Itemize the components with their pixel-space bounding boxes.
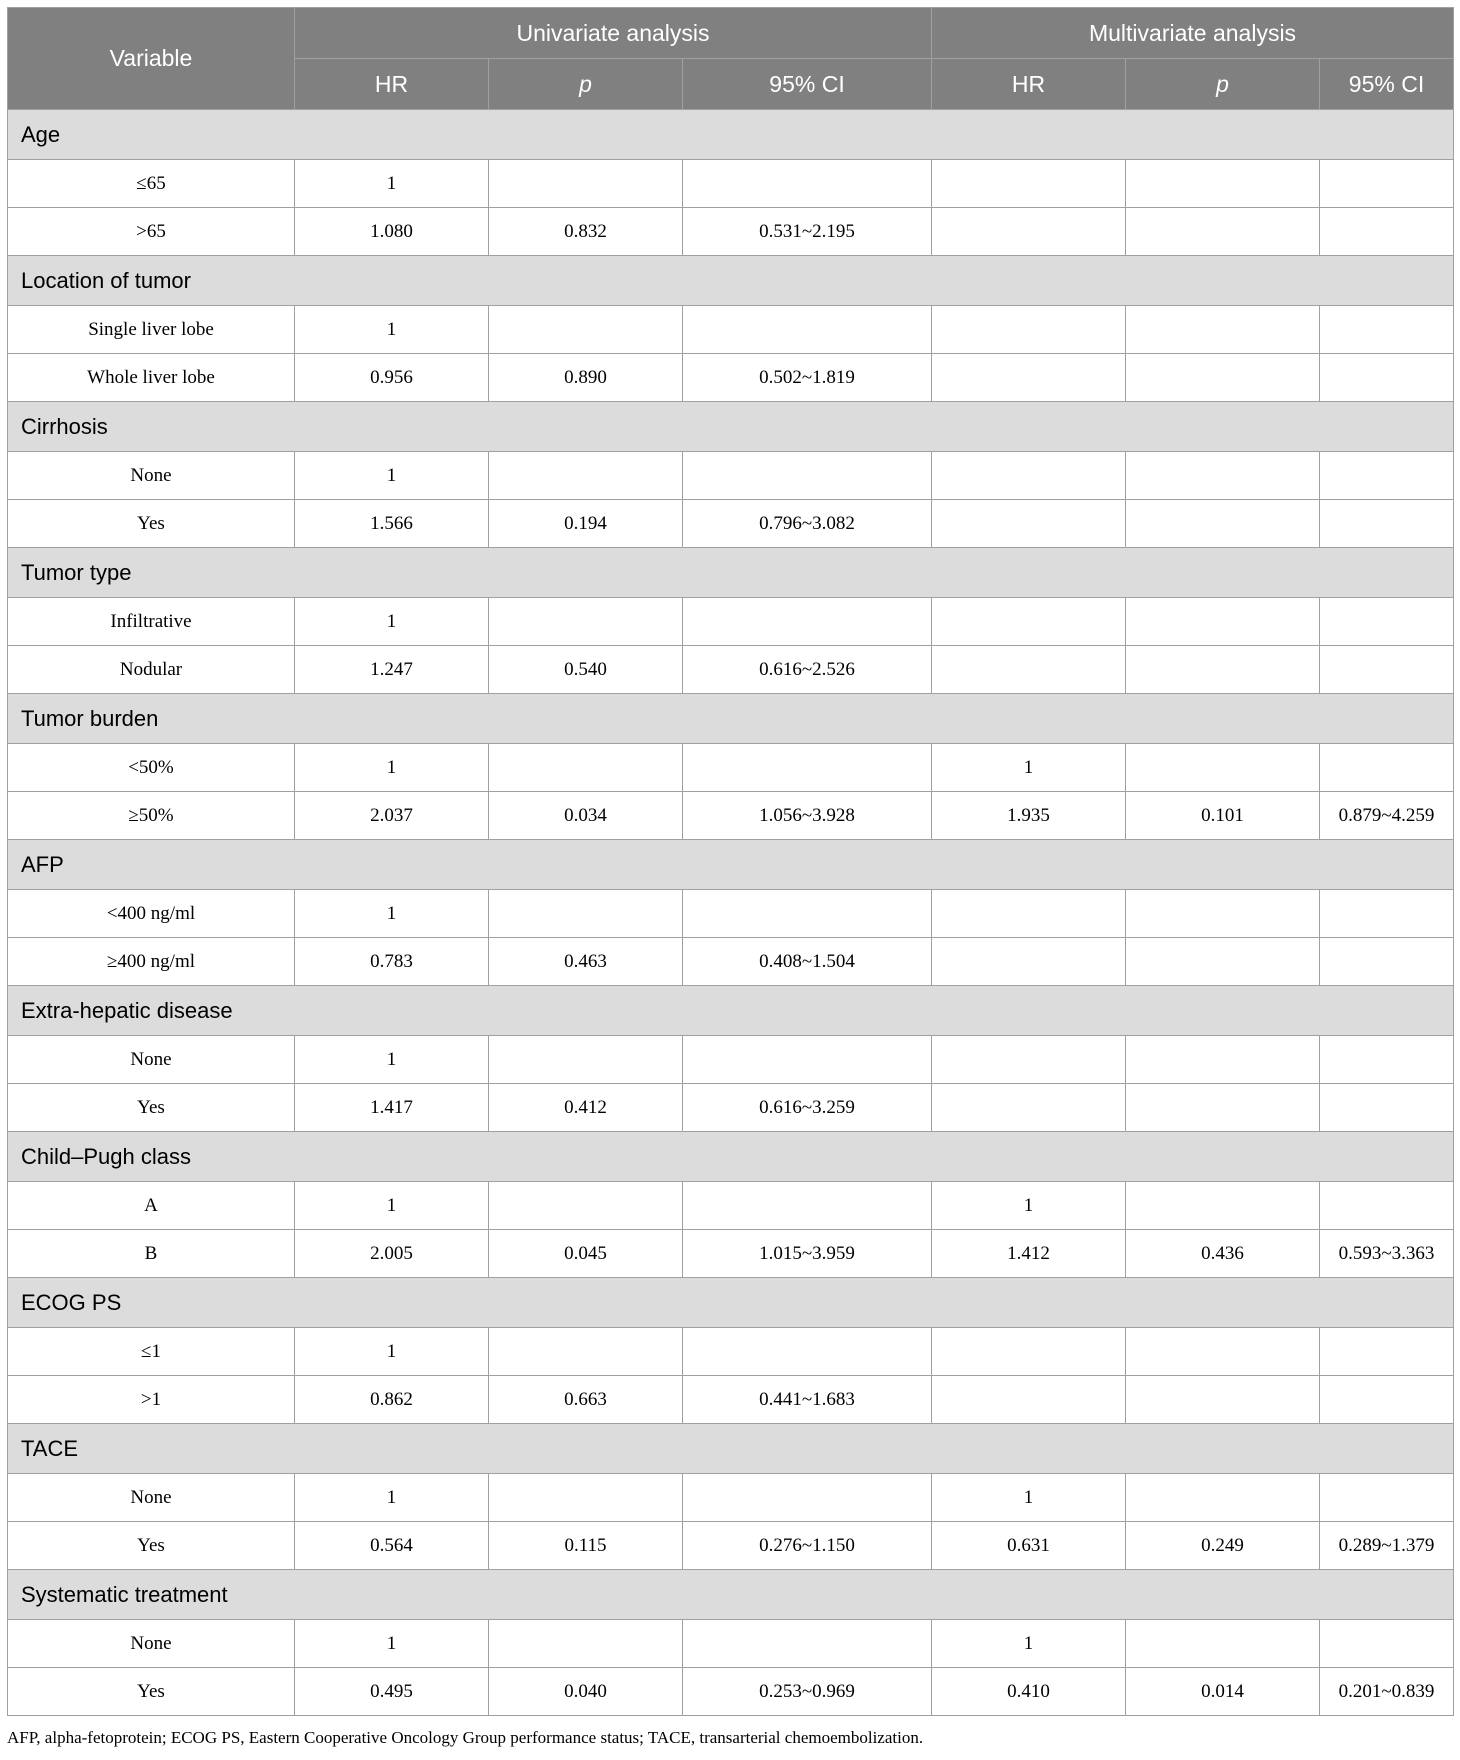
group-header-row	[8, 1570, 1454, 1620]
table-row	[8, 306, 1454, 354]
multi-hr-cell	[932, 890, 1126, 938]
hazard-ratio-table	[7, 7, 1454, 1716]
uni-ci-cell	[683, 160, 932, 208]
table-row	[8, 598, 1454, 646]
table-row	[8, 1084, 1454, 1132]
row-label: ≥50%	[8, 792, 295, 840]
header-uni-hr: HR	[295, 59, 489, 110]
row-label: B	[8, 1230, 295, 1278]
uni-p-cell: 0.194	[489, 500, 683, 548]
group-header-row	[8, 402, 1454, 452]
multi-p-cell	[1126, 646, 1320, 694]
multi-ci-cell	[1320, 1084, 1454, 1132]
group-label: Tumor type	[8, 548, 1454, 598]
uni-hr-cell: 0.783	[295, 938, 489, 986]
uni-ci-cell	[683, 1474, 932, 1522]
multi-ci-cell	[1320, 744, 1454, 792]
multi-hr-cell	[932, 1376, 1126, 1424]
uni-hr-cell: 0.495	[295, 1668, 489, 1716]
uni-p-cell	[489, 890, 683, 938]
multi-hr-cell: 1	[932, 744, 1126, 792]
multi-hr-cell	[932, 938, 1126, 986]
group-header-row	[8, 548, 1454, 598]
uni-p-cell: 0.890	[489, 354, 683, 402]
uni-p-cell	[489, 1036, 683, 1084]
multi-ci-cell	[1320, 1620, 1454, 1668]
uni-p-cell	[489, 306, 683, 354]
multi-hr-cell: 1.412	[932, 1230, 1126, 1278]
uni-hr-cell: 1	[295, 744, 489, 792]
row-label: Nodular	[8, 646, 295, 694]
header-multi-p: p	[1126, 59, 1320, 110]
table-row	[8, 1230, 1454, 1278]
table-row	[8, 452, 1454, 500]
row-label: None	[8, 1620, 295, 1668]
uni-ci-cell	[683, 306, 932, 354]
uni-hr-cell: 0.564	[295, 1522, 489, 1570]
uni-ci-cell	[683, 890, 932, 938]
group-label: Child–Pugh class	[8, 1132, 1454, 1182]
uni-hr-cell: 1.080	[295, 208, 489, 256]
multi-ci-cell	[1320, 500, 1454, 548]
uni-p-cell	[489, 1182, 683, 1230]
multi-p-cell	[1126, 452, 1320, 500]
multi-ci-cell	[1320, 890, 1454, 938]
multi-hr-cell	[932, 208, 1126, 256]
uni-p-cell	[489, 1328, 683, 1376]
uni-hr-cell: 1	[295, 598, 489, 646]
multi-ci-cell	[1320, 1474, 1454, 1522]
multi-hr-cell	[932, 306, 1126, 354]
uni-p-cell	[489, 1474, 683, 1522]
header-univariate: Univariate analysis	[295, 8, 932, 59]
uni-ci-cell: 0.408~1.504	[683, 938, 932, 986]
multi-p-cell	[1126, 1620, 1320, 1668]
row-label: ≤1	[8, 1328, 295, 1376]
row-label: Single liver lobe	[8, 306, 295, 354]
uni-ci-cell	[683, 1620, 932, 1668]
uni-p-cell: 0.034	[489, 792, 683, 840]
uni-ci-cell: 1.015~3.959	[683, 1230, 932, 1278]
group-label: Location of tumor	[8, 256, 1454, 306]
table-row	[8, 1668, 1454, 1716]
multi-hr-cell	[932, 646, 1126, 694]
row-label: >1	[8, 1376, 295, 1424]
multi-p-cell	[1126, 1376, 1320, 1424]
header-uni-p: p	[489, 59, 683, 110]
uni-ci-cell: 0.616~3.259	[683, 1084, 932, 1132]
multi-ci-cell	[1320, 1376, 1454, 1424]
multi-p-cell	[1126, 938, 1320, 986]
uni-p-cell	[489, 160, 683, 208]
multi-hr-cell	[932, 598, 1126, 646]
multi-p-cell: 0.249	[1126, 1522, 1320, 1570]
uni-p-cell: 0.040	[489, 1668, 683, 1716]
uni-p-cell: 0.412	[489, 1084, 683, 1132]
group-label: AFP	[8, 840, 1454, 890]
uni-hr-cell: 2.037	[295, 792, 489, 840]
table-row	[8, 890, 1454, 938]
table-row	[8, 1620, 1454, 1668]
uni-hr-cell: 1.566	[295, 500, 489, 548]
group-header-row	[8, 986, 1454, 1036]
multi-ci-cell: 0.593~3.363	[1320, 1230, 1454, 1278]
multi-ci-cell	[1320, 306, 1454, 354]
row-label: ≥400 ng/ml	[8, 938, 295, 986]
multi-hr-cell: 1.935	[932, 792, 1126, 840]
row-label: Yes	[8, 1522, 295, 1570]
multi-p-cell	[1126, 160, 1320, 208]
uni-ci-cell	[683, 1328, 932, 1376]
multi-ci-cell	[1320, 1328, 1454, 1376]
multi-ci-cell	[1320, 1036, 1454, 1084]
group-label: Tumor burden	[8, 694, 1454, 744]
multi-hr-cell	[932, 1084, 1126, 1132]
multi-hr-cell: 1	[932, 1182, 1126, 1230]
multi-ci-cell	[1320, 1182, 1454, 1230]
multi-p-cell	[1126, 598, 1320, 646]
uni-ci-cell: 0.276~1.150	[683, 1522, 932, 1570]
uni-ci-cell: 0.616~2.526	[683, 646, 932, 694]
uni-ci-cell: 0.502~1.819	[683, 354, 932, 402]
uni-hr-cell: 1	[295, 1328, 489, 1376]
uni-ci-cell	[683, 452, 932, 500]
uni-p-cell: 0.832	[489, 208, 683, 256]
table-row	[8, 1522, 1454, 1570]
table-row	[8, 1182, 1454, 1230]
uni-p-cell: 0.045	[489, 1230, 683, 1278]
multi-p-cell	[1126, 1036, 1320, 1084]
table-footnote: AFP, alpha-fetoprotein; ECOG PS, Eastern Cooperative Oncology Group performance status; TACE, transarterial chemoembolization.	[7, 1728, 924, 1747]
header-variable: Variable	[8, 8, 295, 110]
group-header-row	[8, 256, 1454, 306]
multi-p-cell	[1126, 306, 1320, 354]
uni-p-cell	[489, 598, 683, 646]
row-label: Yes	[8, 500, 295, 548]
multi-p-cell: 0.436	[1126, 1230, 1320, 1278]
row-label: Yes	[8, 1668, 295, 1716]
group-header-row	[8, 110, 1454, 160]
multi-p-cell	[1126, 744, 1320, 792]
table-row	[8, 208, 1454, 256]
table-header	[8, 8, 1454, 110]
multi-p-cell	[1126, 1328, 1320, 1376]
uni-hr-cell: 2.005	[295, 1230, 489, 1278]
uni-hr-cell: 1	[295, 1620, 489, 1668]
uni-ci-cell: 0.441~1.683	[683, 1376, 932, 1424]
table-row	[8, 354, 1454, 402]
row-label: Whole liver lobe	[8, 354, 295, 402]
multi-hr-cell	[932, 500, 1126, 548]
header-multi-hr: HR	[932, 59, 1126, 110]
uni-hr-cell: 1.247	[295, 646, 489, 694]
uni-hr-cell: 1	[295, 890, 489, 938]
group-label: Extra-hepatic disease	[8, 986, 1454, 1036]
uni-p-cell	[489, 744, 683, 792]
uni-hr-cell: 1	[295, 306, 489, 354]
header-uni-ci: 95% CI	[683, 59, 932, 110]
uni-p-cell: 0.463	[489, 938, 683, 986]
group-label: Systematic treatment	[8, 1570, 1454, 1620]
uni-hr-cell: 1	[295, 1474, 489, 1522]
uni-ci-cell	[683, 1182, 932, 1230]
table-row	[8, 938, 1454, 986]
row-label: >65	[8, 208, 295, 256]
multi-ci-cell	[1320, 160, 1454, 208]
uni-p-cell: 0.663	[489, 1376, 683, 1424]
table-body	[8, 110, 1454, 1716]
group-label: Cirrhosis	[8, 402, 1454, 452]
uni-hr-cell: 0.956	[295, 354, 489, 402]
uni-p-cell: 0.540	[489, 646, 683, 694]
uni-hr-cell: 1	[295, 1036, 489, 1084]
multi-p-cell	[1126, 1474, 1320, 1522]
row-label: A	[8, 1182, 295, 1230]
row-label: None	[8, 1036, 295, 1084]
multi-p-cell	[1126, 500, 1320, 548]
group-header-row	[8, 840, 1454, 890]
row-label: None	[8, 452, 295, 500]
uni-hr-cell: 1	[295, 160, 489, 208]
uni-hr-cell: 1	[295, 1182, 489, 1230]
multi-p-cell	[1126, 208, 1320, 256]
uni-p-cell	[489, 1620, 683, 1668]
table-row	[8, 1328, 1454, 1376]
table-row	[8, 646, 1454, 694]
group-label: TACE	[8, 1424, 1454, 1474]
table-row	[8, 744, 1454, 792]
multi-hr-cell: 0.631	[932, 1522, 1126, 1570]
multi-hr-cell: 1	[932, 1620, 1126, 1668]
multi-p-cell: 0.101	[1126, 792, 1320, 840]
group-header-row	[8, 1424, 1454, 1474]
header-multivariate: Multivariate analysis	[932, 8, 1454, 59]
multi-p-cell	[1126, 1182, 1320, 1230]
group-header-row	[8, 1278, 1454, 1328]
multi-p-cell: 0.014	[1126, 1668, 1320, 1716]
uni-ci-cell: 0.796~3.082	[683, 500, 932, 548]
group-header-row	[8, 694, 1454, 744]
multi-ci-cell	[1320, 354, 1454, 402]
uni-ci-cell: 0.531~2.195	[683, 208, 932, 256]
multi-p-cell	[1126, 1084, 1320, 1132]
row-label: Infiltrative	[8, 598, 295, 646]
multi-hr-cell	[932, 452, 1126, 500]
row-label: ≤65	[8, 160, 295, 208]
uni-p-cell	[489, 452, 683, 500]
uni-ci-cell	[683, 744, 932, 792]
multi-ci-cell	[1320, 598, 1454, 646]
group-header-row	[8, 1132, 1454, 1182]
multi-ci-cell: 0.201~0.839	[1320, 1668, 1454, 1716]
multi-hr-cell	[932, 354, 1126, 402]
multi-ci-cell: 0.879~4.259	[1320, 792, 1454, 840]
table-row	[8, 792, 1454, 840]
multi-ci-cell	[1320, 938, 1454, 986]
multi-p-cell	[1126, 354, 1320, 402]
group-label: ECOG PS	[8, 1278, 1454, 1328]
table-container	[7, 7, 1453, 1716]
uni-ci-cell: 0.253~0.969	[683, 1668, 932, 1716]
multi-ci-cell: 0.289~1.379	[1320, 1522, 1454, 1570]
table-row	[8, 1474, 1454, 1522]
multi-hr-cell	[932, 160, 1126, 208]
header-multi-ci: 95% CI	[1320, 59, 1454, 110]
multi-hr-cell	[932, 1328, 1126, 1376]
uni-ci-cell: 1.056~3.928	[683, 792, 932, 840]
multi-hr-cell: 1	[932, 1474, 1126, 1522]
multi-ci-cell	[1320, 208, 1454, 256]
uni-ci-cell	[683, 598, 932, 646]
uni-hr-cell: 0.862	[295, 1376, 489, 1424]
uni-p-cell: 0.115	[489, 1522, 683, 1570]
row-label: <50%	[8, 744, 295, 792]
multi-p-cell	[1126, 890, 1320, 938]
row-label: <400 ng/ml	[8, 890, 295, 938]
row-label: Yes	[8, 1084, 295, 1132]
uni-hr-cell: 1.417	[295, 1084, 489, 1132]
table-row	[8, 1376, 1454, 1424]
multi-ci-cell	[1320, 646, 1454, 694]
table-row	[8, 500, 1454, 548]
multi-hr-cell: 0.410	[932, 1668, 1126, 1716]
row-label: None	[8, 1474, 295, 1522]
multi-hr-cell	[932, 1036, 1126, 1084]
uni-hr-cell: 1	[295, 452, 489, 500]
multi-ci-cell	[1320, 452, 1454, 500]
table-row	[8, 160, 1454, 208]
uni-ci-cell	[683, 1036, 932, 1084]
group-label: Age	[8, 110, 1454, 160]
table-row	[8, 1036, 1454, 1084]
